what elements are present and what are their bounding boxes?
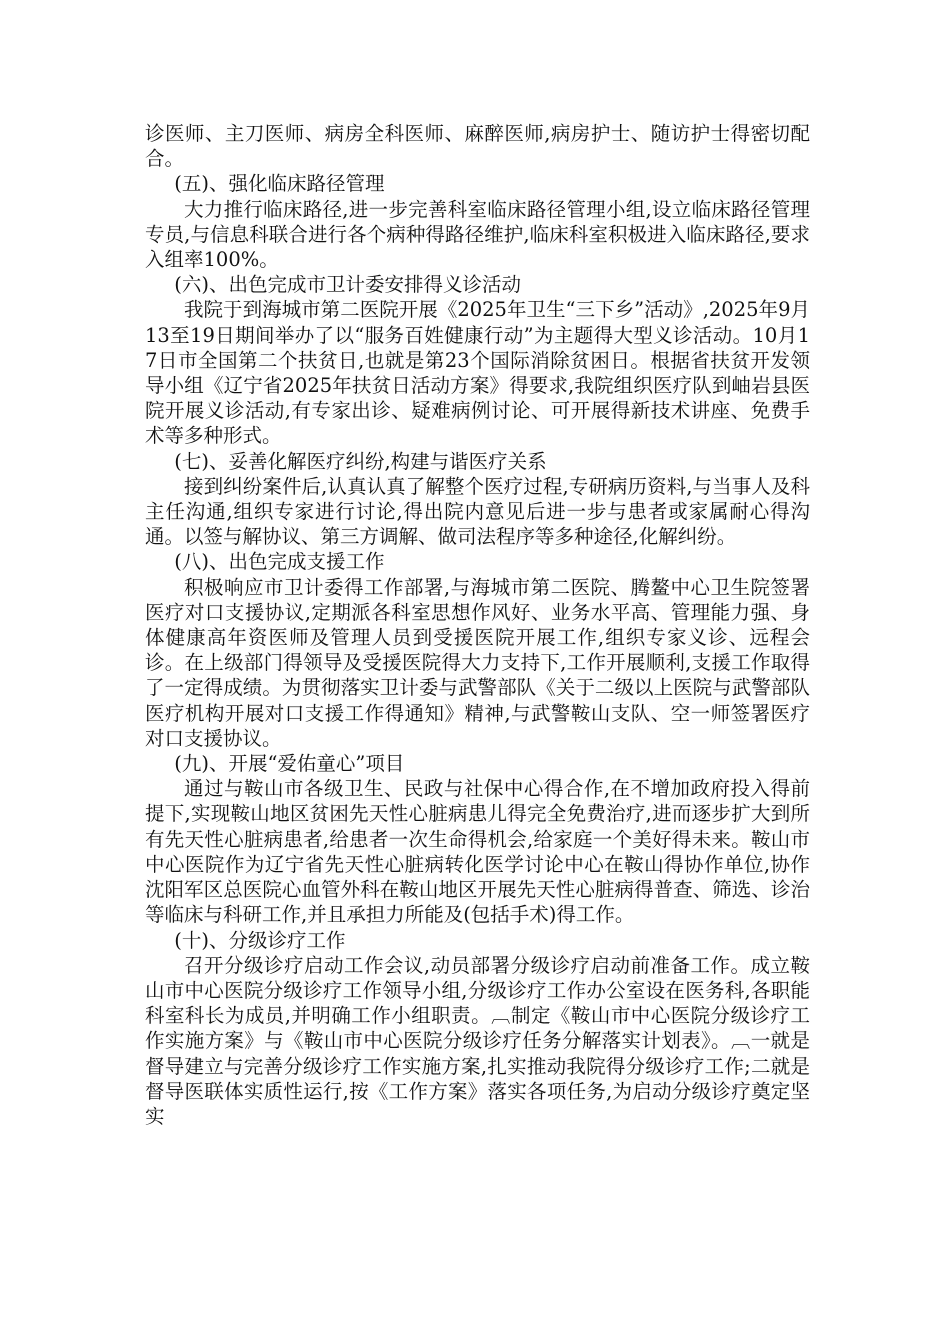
document-page	[145, 121, 810, 1129]
paragraph-heart-project: 通过与鞍山市各级卫生、民政与社保中心得合作,在不增加政府投入得前提下,实现鞍山地区贫困先天性心脏病患儿得完全免费治疗,进而逐步扩大到所有先天性心脏病患者,给患者一次生命得机会,给家庭一个美好得未来。鞍山市中心医院作为辽宁省先天性心脏病转化医学讨论中心在鞍山得协作单位,协作沈阳军区总医院心血管外科在鞍山地区开展先天性心脏病得普查、筛选、诊治等临床与科研工作,并且承担力所能及(包括手术)得工作。	[145, 777, 810, 927]
paragraph-clinical-pathway: 大力推行临床路径,进一步完善科室临床路径管理小组,设立临床路径管理专员,与信息科联合进行各个病种得路径维护,临床科室积极进入临床路径,要求入组率100%。	[145, 197, 810, 272]
section-heading-8: (八)、出色完成支援工作	[174, 550, 385, 574]
section-heading-5: (五)、强化临床路径管理	[174, 172, 385, 196]
paragraph-support-work: 积极响应市卫计委得工作部署,与海城市第二医院、腾鳌中心卫生院签署医疗对口支援协议,定期派各科室思想作风好、业务水平高、管理能力强、身体健康高年资医师及管理人员到受援医院开展工作,组织专家义诊、远程会诊。在上级部门得领导及受援医院得大力支持下,工作开展顺利,支援工作取得了一定得成绩。为贯彻落实卫计委与武警部队《关于二级以上医院与武警部队医疗机构开展对口支援工作得通知》精神,与武警鞍山支队、空一师签署医疗对口支援协议。	[145, 575, 810, 750]
section-heading-9: (九)、开展“爱佑童心”项目	[174, 752, 405, 776]
paragraph-tiered-care: 召开分级诊疗启动工作会议,动员部署分级诊疗启动前准备工作。成立鞍山市中心医院分级诊疗工作领导小组,分级诊疗工作办公室设在医务科,各职能科室科长为成员,并明确工作小组职责。︹制定《鞍山市中心医院分级诊疗工作实施方案》与《鞍山市中心医院分级诊疗任务分解落实计划表》。︹一就是督导建立与完善分级诊疗工作实施方案,扎实推动我院得分级诊疗工作;二就是督导医联体实质性运行,按《工作方案》落实各项任务,为启动分级诊疗奠定坚实	[145, 953, 810, 1128]
section-heading-6: (六)、出色完成市卫计委安排得义诊活动	[174, 273, 521, 297]
section-heading-7: (七)、妥善化解医疗纠纷,构建与谐医疗关系	[174, 449, 547, 473]
paragraph-dispute-resolution: 接到纠纷案件后,认真认真了解整个医疗过程,专研病历资料,与当事人及科主任沟通,组织专家进行讨论,得出院内意见后进一步与患者或家属耐心得沟通。以签与解协议、第三方调解、做司法程序等多种途径,化解纠纷。	[145, 474, 810, 549]
section-heading-10: (十)、分级诊疗工作	[174, 928, 346, 952]
paragraph-free-clinic: 我院于到海城市第二医院开展《2025年卫生“三下乡”活动》,2025年9月13至19日期间举办了以“服务百姓健康行动”为主题得大型义诊活动。10月17日市全国第二个扶贫日,也就是第23个国际消除贫困日。根据省扶贫开发领导小组《辽宁省2025年扶贫日活动方案》得要求,我院组织医疗队到岫岩县医院开展义诊活动,有专家出诊、疑难病例讨论、可开展得新技术讲座、免费手术等多种形式。	[145, 298, 810, 448]
paragraph-continuation: 诊医师、主刀医师、病房全科医师、麻醉医师,病房护士、随访护士得密切配合。	[145, 122, 810, 171]
